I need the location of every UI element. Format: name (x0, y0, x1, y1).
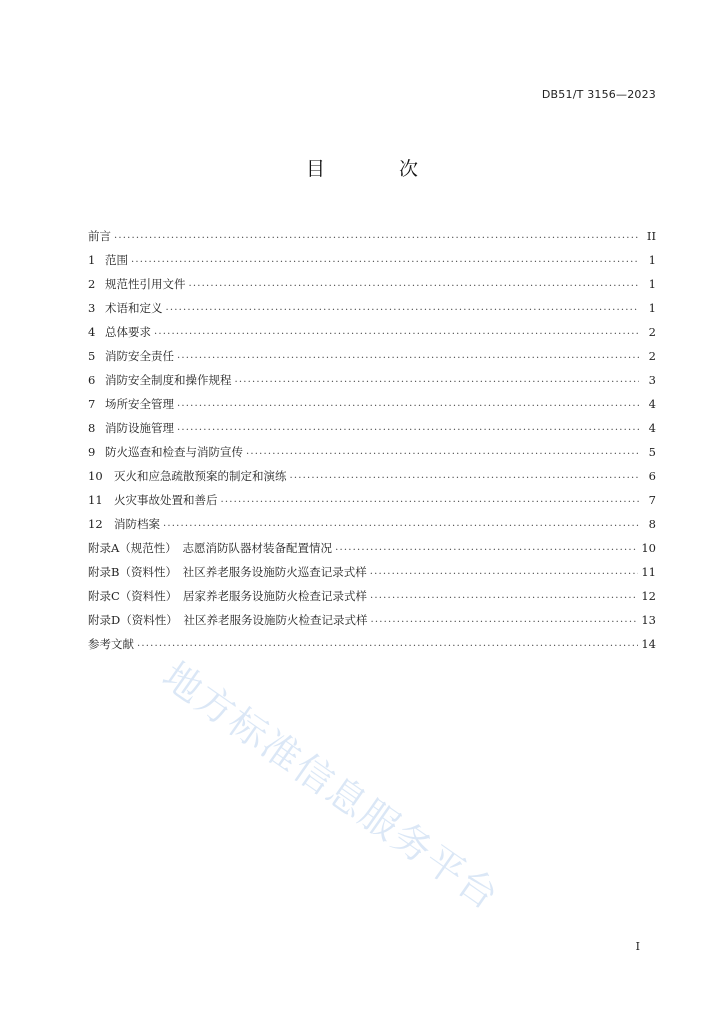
toc-entry[interactable] (88, 556, 656, 580)
watermark: 地方标准信息服务平台 (154, 653, 508, 919)
toc-entry[interactable] (88, 244, 656, 268)
toc-entry[interactable] (88, 268, 656, 292)
toc-entry-title: 防火巡查和检查与消防宣传 (105, 445, 243, 459)
toc-entry-title: 消防设施管理 (105, 421, 174, 435)
toc-entry-number: 8 (88, 421, 96, 435)
page-number: I (635, 940, 640, 953)
toc-entry-title: 附录C（资料性） 居家养老服务设施防火检查记录式样 (88, 589, 368, 603)
toc-leader-dots (290, 468, 640, 484)
toc-entry-page: 4 (648, 421, 656, 435)
toc-entry-title: 参考文献 (88, 637, 134, 651)
toc-entry[interactable] (88, 220, 656, 244)
toc-entry-page: 10 (641, 541, 656, 555)
toc-entry[interactable] (88, 580, 656, 604)
toc-entry-title: 前言 (88, 229, 111, 243)
toc-leader-dots (114, 228, 639, 244)
toc-entry-title: 总体要求 (105, 325, 151, 339)
toc-entry[interactable] (88, 508, 656, 532)
toc-entry-number: 10 (88, 469, 103, 483)
toc-entry[interactable] (88, 604, 656, 628)
toc-entry-page: 14 (641, 637, 656, 651)
toc-leader-dots (166, 300, 640, 316)
toc-entry-title: 火灾事故处置和善后 (114, 493, 218, 507)
toc-entry[interactable] (88, 436, 656, 460)
toc-leader-dots (370, 588, 638, 604)
toc-entry-title: 消防安全制度和操作规程 (105, 373, 232, 387)
toc-entry[interactable] (88, 460, 656, 484)
toc-entry-title: 术语和定义 (105, 301, 163, 315)
toc-leader-dots (177, 348, 639, 364)
toc-leader-dots (177, 396, 639, 412)
toc-leader-dots (235, 372, 640, 388)
toc-entry-title: 规范性引用文件 (105, 277, 186, 291)
toc-entry-title: 灭火和应急疏散预案的制定和演练 (114, 469, 287, 483)
toc-entry-page: 1 (648, 277, 656, 291)
toc-leader-dots (137, 636, 638, 652)
toc-entry-number: 9 (88, 445, 96, 459)
toc-leader-dots (370, 612, 638, 628)
toc-entry[interactable] (88, 364, 656, 388)
table-of-contents (88, 220, 656, 652)
toc-entry-page: 1 (648, 253, 656, 267)
toc-leader-dots (246, 444, 639, 460)
toc-title: 目 次 (305, 158, 453, 180)
toc-entry-page: 12 (641, 589, 656, 603)
toc-entry-number: 5 (88, 349, 96, 363)
toc-entry-page: 7 (648, 493, 656, 507)
toc-entry-number: 12 (88, 517, 103, 531)
toc-entry-page: II (646, 229, 656, 243)
toc-entry-title: 场所安全管理 (105, 397, 174, 411)
toc-leader-dots (370, 564, 639, 580)
toc-entry-number: 2 (88, 277, 96, 291)
toc-entry-page: 5 (648, 445, 656, 459)
toc-entry[interactable] (88, 316, 656, 340)
toc-entry[interactable] (88, 532, 656, 556)
toc-entry-page: 2 (648, 349, 656, 363)
toc-entry[interactable] (88, 340, 656, 364)
toc-entry-number: 1 (88, 253, 96, 267)
toc-entry-page: 11 (641, 565, 656, 579)
toc-entry-title: 附录A（规范性） 志愿消防队器材装备配置情况 (88, 541, 333, 555)
toc-entry-page: 8 (648, 517, 656, 531)
toc-entry-title: 附录D（资料性） 社区养老服务设施防火检查记录式样 (88, 613, 368, 627)
toc-entry-number: 6 (88, 373, 96, 387)
toc-entry-number: 3 (88, 301, 96, 315)
toc-entry-title: 范围 (105, 253, 128, 267)
toc-entry-page: 3 (648, 373, 656, 387)
toc-entry-number: 11 (88, 493, 103, 507)
toc-leader-dots (177, 420, 639, 436)
toc-entry[interactable] (88, 292, 656, 316)
toc-leader-dots (163, 516, 639, 532)
toc-entry[interactable] (88, 628, 656, 652)
toc-entry-number: 7 (88, 397, 96, 411)
toc-entry[interactable] (88, 388, 656, 412)
toc-entry-page: 13 (641, 613, 656, 627)
toc-entry-page: 2 (648, 325, 656, 339)
toc-entry-title: 消防档案 (114, 517, 160, 531)
toc-entry-number: 4 (88, 325, 96, 339)
toc-entry[interactable] (88, 412, 656, 436)
toc-entry-page: 6 (648, 469, 656, 483)
toc-leader-dots (154, 324, 639, 340)
toc-entry[interactable] (88, 484, 656, 508)
toc-entry-page: 4 (648, 397, 656, 411)
toc-leader-dots (221, 492, 640, 508)
toc-leader-dots (335, 540, 638, 556)
document-code: DB51/T 3156—2023 (541, 88, 656, 101)
toc-entry-page: 1 (648, 301, 656, 315)
toc-entry-title: 附录B（资料性） 社区养老服务设施防火巡查记录式样 (88, 565, 367, 579)
toc-leader-dots (131, 252, 639, 268)
toc-leader-dots (189, 276, 640, 292)
toc-entry-title: 消防安全责任 (105, 349, 174, 363)
